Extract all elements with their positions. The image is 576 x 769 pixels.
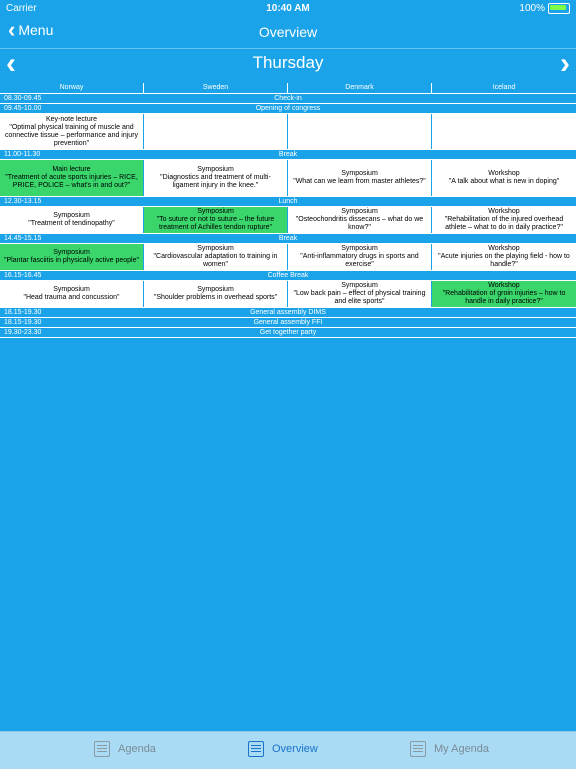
status-bar [0, 0, 576, 17]
battery-indicator [519, 3, 570, 14]
nav-bar [0, 17, 576, 47]
session-type: Symposium [341, 170, 378, 177]
battery-percent: 100% [519, 3, 545, 14]
column-header: Norway [0, 83, 144, 93]
chevron-left-icon: ‹ [8, 17, 16, 42]
session-title: "Osteochondritis dissecans – what do we know?" [295, 216, 424, 231]
day-title: Thursday [252, 53, 324, 72]
session-row [0, 244, 576, 271]
session-cell[interactable] [288, 244, 432, 270]
session-title: "Optimal physical training of muscle and connective tissue – performance and injury prevention" [4, 123, 139, 147]
span-label: Check-in [274, 95, 302, 102]
time-slot: 11.00-11.30 [4, 151, 41, 158]
session-type: Workshop [488, 208, 520, 215]
tab-label: My Agenda [434, 743, 490, 755]
session-cell[interactable] [432, 160, 576, 196]
time-slot: 09.45-10.00 [4, 105, 42, 112]
session-title: "A talk about what is new in doping" [448, 178, 560, 185]
session-title: "Head trauma and concussion" [23, 294, 120, 301]
column-header: Sweden [144, 83, 288, 93]
tab-bar [0, 731, 576, 769]
session-type: Workshop [488, 282, 520, 289]
clock: 10:40 AM [266, 3, 310, 14]
session-type: Symposium [197, 286, 234, 293]
session-cell[interactable] [144, 244, 288, 270]
span-label: Break [278, 235, 298, 242]
session-title: "To suture or not to suture – the future treatment of Achilles tendon rupture" [156, 216, 275, 231]
session-type: Symposium [341, 208, 378, 215]
battery-icon [548, 3, 570, 14]
session-cell[interactable] [0, 207, 144, 233]
session-title: "Acute injuries on the playing field - how to handle?" [438, 253, 570, 268]
session-type: Symposium [197, 208, 234, 215]
page-title: Overview [258, 24, 318, 40]
span-label: Coffee Break [267, 272, 309, 279]
column-header: Denmark [288, 83, 432, 93]
session-type: Symposium [341, 245, 378, 252]
session-type: Symposium [341, 282, 378, 289]
session-cell[interactable] [0, 281, 144, 307]
grid-icon [248, 741, 264, 757]
span-label: Lunch [278, 198, 298, 205]
session-title: "Cardiovascular adaptation to training in women" [153, 253, 278, 268]
session-type: Symposium [197, 166, 234, 173]
session-type: Workshop [488, 170, 520, 177]
session-row [0, 281, 576, 308]
session-cell[interactable] [432, 281, 576, 307]
schedule-span-row [0, 328, 576, 338]
time-slot: 08.30-09.45 [4, 95, 42, 102]
tab-overview[interactable] [248, 741, 318, 757]
session-type: Main lecture [52, 166, 91, 173]
schedule-grid [0, 83, 576, 338]
session-cell[interactable] [432, 244, 576, 270]
session-title: "Rehabilitation of groin injuries – how to handle in daily practice?" [442, 290, 566, 305]
schedule-span-row [0, 308, 576, 318]
session-title: "Rehabilitation of the injured overhead athlete – what to do in daily practice?" [444, 216, 564, 231]
column-header: Iceland [492, 84, 516, 91]
time-slot: 16.15-16.45 [4, 272, 42, 279]
column-header-row [0, 83, 576, 94]
session-cell[interactable] [144, 281, 288, 307]
session-cell[interactable] [288, 160, 432, 196]
back-label: Menu [18, 22, 54, 38]
session-title: "Low back pain – effect of physical training and elite sports" [293, 290, 426, 305]
session-title: "Plantar fasciitis in physically active people" [4, 257, 139, 264]
time-slot: 12.30-13.15 [4, 198, 42, 205]
schedule-span-row [0, 94, 576, 104]
span-label: Get together party [259, 329, 317, 336]
session-type: Symposium [53, 286, 90, 293]
tab-my-agenda[interactable] [410, 741, 489, 757]
time-slot: 18.15-19.30 [4, 319, 42, 326]
session-cell [432, 114, 576, 149]
span-label: Break [278, 151, 298, 158]
session-cell[interactable] [144, 160, 288, 196]
schedule-span-row [0, 271, 576, 281]
session-title: "Treatment of tendinopathy" [28, 220, 115, 227]
schedule-span-row [0, 318, 576, 328]
span-label: General assembly DIMS [250, 309, 326, 316]
span-label: General assembly FFI [253, 319, 323, 326]
session-type: Key-note lecture [46, 115, 97, 123]
time-slot: 18.15-19.30 [4, 309, 42, 316]
session-cell[interactable] [0, 244, 144, 270]
session-row [0, 207, 576, 234]
schedule-span-row [0, 150, 576, 160]
session-cell [144, 114, 288, 149]
tab-agenda[interactable] [94, 741, 156, 757]
session-cell[interactable] [432, 207, 576, 233]
session-row [0, 160, 576, 197]
session-cell[interactable] [0, 160, 144, 196]
session-cell[interactable] [144, 207, 288, 233]
time-slot: 19.30-23.30 [4, 329, 42, 336]
session-type: Symposium [53, 249, 90, 256]
tab-label: Agenda [118, 743, 156, 755]
session-type: Symposium [53, 212, 90, 219]
calendar-icon [94, 741, 110, 757]
session-title: "Treatment of acute sports injuries – RICE, PRICE, POLICE – what's in and out?" [5, 174, 138, 189]
day-selector [0, 48, 576, 81]
session-title: "Diagnostics and treatment of multi-ligament injury in the knee." [160, 174, 271, 189]
session-cell[interactable] [288, 207, 432, 233]
session-cell[interactable] [288, 281, 432, 307]
session-title: "What can we learn from master athletes?" [293, 178, 426, 185]
session-cell[interactable] [0, 114, 144, 149]
session-title: "Anti-inflammatory drugs in sports and exercise" [300, 253, 419, 268]
schedule-span-row [0, 104, 576, 114]
user-agenda-icon [410, 741, 426, 757]
span-label: Opening of congress [255, 105, 321, 112]
session-cell [288, 114, 432, 149]
carrier-label: Carrier [6, 3, 37, 14]
prev-day-button[interactable]: ‹ [6, 47, 16, 80]
next-day-button[interactable]: › [560, 47, 570, 80]
session-type: Symposium [197, 245, 234, 252]
session-row [0, 114, 576, 150]
session-title: "Shoulder problems in overhead sports" [153, 294, 278, 301]
schedule-span-row [0, 234, 576, 244]
schedule-span-row [0, 197, 576, 207]
session-type: Workshop [488, 245, 520, 252]
time-slot: 14.45-15.15 [4, 235, 42, 242]
tab-label: Overview [272, 743, 318, 755]
